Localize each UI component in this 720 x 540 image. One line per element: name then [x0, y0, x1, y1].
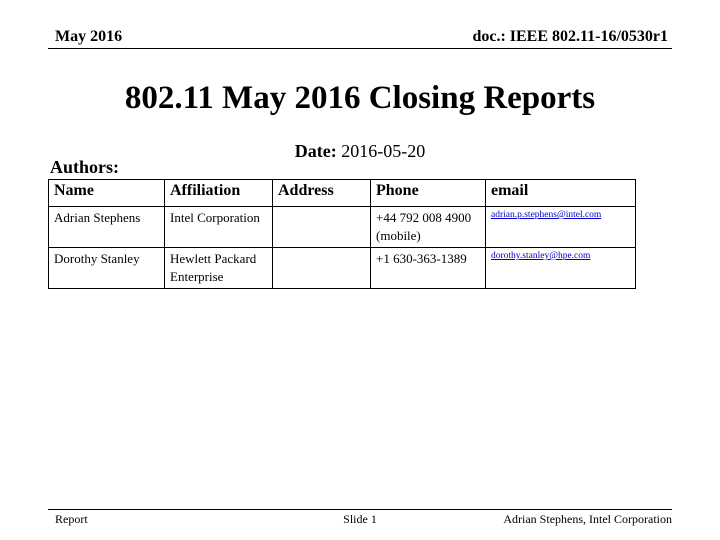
cell-affiliation: Hewlett Packard Enterprise	[165, 248, 273, 289]
authors-label: Authors:	[50, 157, 120, 177]
cell-email	[486, 248, 636, 289]
cell-phone: +1 630-363-1389	[371, 248, 486, 289]
column-header-phone: Phone	[371, 180, 486, 207]
email-link[interactable]: dorothy.stanley@hpe.com	[491, 251, 591, 261]
header-doc-id: doc.: IEEE 802.11-16/0530r1	[472, 28, 668, 45]
table-header-row	[49, 180, 636, 207]
cell-phone: +44 792 008 4900 (mobile)	[371, 207, 486, 248]
column-header-email: email	[486, 180, 636, 207]
footer-left: Report	[55, 512, 88, 526]
column-header-affiliation: Affiliation	[165, 180, 273, 207]
date-value: 2016-05-20	[341, 141, 426, 161]
cell-email	[486, 207, 636, 248]
footer-slide-number: Slide 1	[343, 512, 377, 526]
column-header-name: Name	[49, 180, 165, 207]
footer-author: Adrian Stephens, Intel Corporation	[503, 512, 672, 526]
cell-affiliation: Intel Corporation	[165, 207, 273, 248]
header-date: May 2016	[55, 28, 123, 45]
cell-name: Dorothy Stanley	[49, 248, 165, 289]
slide-title: 802.11 May 2016 Closing Reports	[124, 80, 596, 116]
table-row	[49, 207, 636, 248]
cell-address	[273, 248, 371, 289]
footer-rule	[48, 509, 672, 510]
date-label: Date:	[294, 141, 337, 161]
authors-table	[48, 179, 636, 289]
cell-name: Adrian Stephens	[49, 207, 165, 248]
header-rule	[48, 48, 672, 49]
email-link[interactable]: adrian.p.stephens@intel.com	[491, 210, 602, 220]
table-row	[49, 248, 636, 289]
cell-address	[273, 207, 371, 248]
column-header-address: Address	[273, 180, 371, 207]
